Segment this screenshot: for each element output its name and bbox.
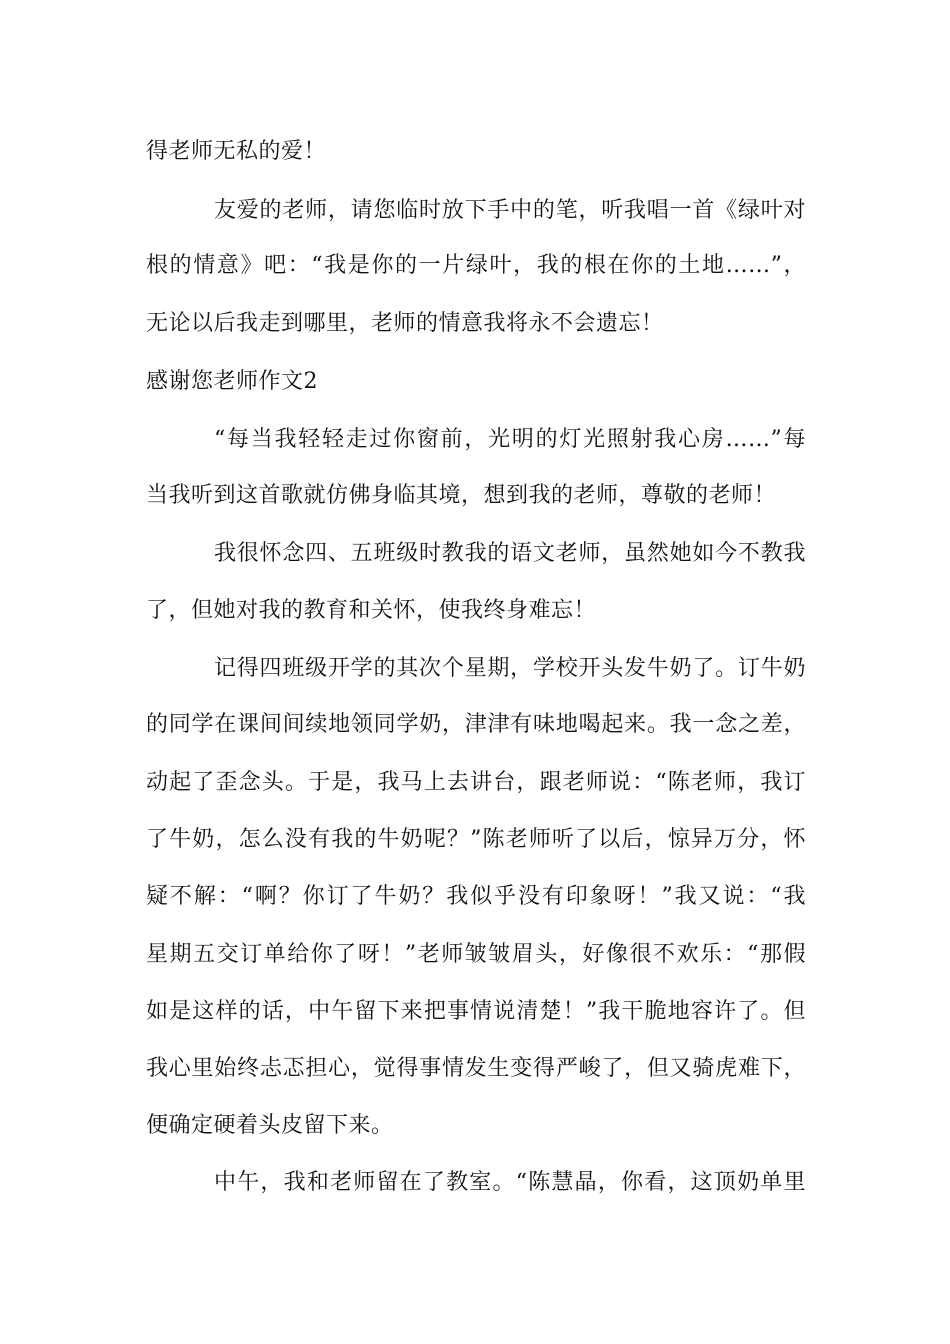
text-line: 根的情意》吧：“我是你的一片绿叶，我的根在你的土地……”， xyxy=(146,253,806,278)
text-line: 无论以后我走到哪里，老师的情意我将永不会遗忘！ xyxy=(146,311,664,336)
text-line: 的同学在课间间续地领同学奶，津津有味地喝起来。我一念之差， xyxy=(146,712,806,737)
text-line: 得老师无私的爱！ xyxy=(146,139,327,164)
paragraph-first-line: “每当我轻轻走过你窗前，光明的灯光照射我心房……”每 xyxy=(214,427,806,452)
text-line: 星期五交订单给你了呀！”老师皱皱眉头，好像很不欢乐：“那假 xyxy=(146,942,806,967)
text-line: 便确定硬着头皮留下来。 xyxy=(146,1113,394,1138)
text-line: 了，但她对我的教育和关怀，使我终身难忘！ xyxy=(146,598,597,623)
text-line: 了牛奶，怎么没有我的牛奶呢？”陈老师听了以后，惊异万分，怀 xyxy=(146,827,806,852)
paragraph-first-line: 友爱的老师，请您临时放下手中的笔，听我唱一首《绿叶对 xyxy=(214,198,806,223)
paragraph-first-line: 我很怀念四、五班级时教我的语文老师，虽然她如今不教我 xyxy=(214,541,806,566)
paragraph-first-line: 记得四班级开学的其次个星期，学校开头发牛奶了。订牛奶 xyxy=(214,656,806,681)
text-line: 我心里始终忐忑担心，觉得事情发生变得严峻了，但又骑虎难下， xyxy=(146,1056,806,1081)
text-line: 动起了歪念头。于是，我马上去讲台，跟老师说：“陈老师，我订 xyxy=(146,770,806,795)
paragraph-first-line: 中午，我和老师留在了教室。“陈慧晶，你看，这顶奶单里 xyxy=(214,1170,806,1195)
text-line: 疑不解：“啊？你订了牛奶？我似乎没有印象呀！”我又说：“我 xyxy=(146,884,806,909)
section-heading: 感谢您老师作文2 xyxy=(146,369,318,394)
text-line: 当我听到这首歌就仿佛身临其境，想到我的老师，尊敬的老师！ xyxy=(146,483,777,508)
text-line: 如是这样的话，中午留下来把事情说清楚！”我干脆地容许了。但 xyxy=(146,999,806,1024)
